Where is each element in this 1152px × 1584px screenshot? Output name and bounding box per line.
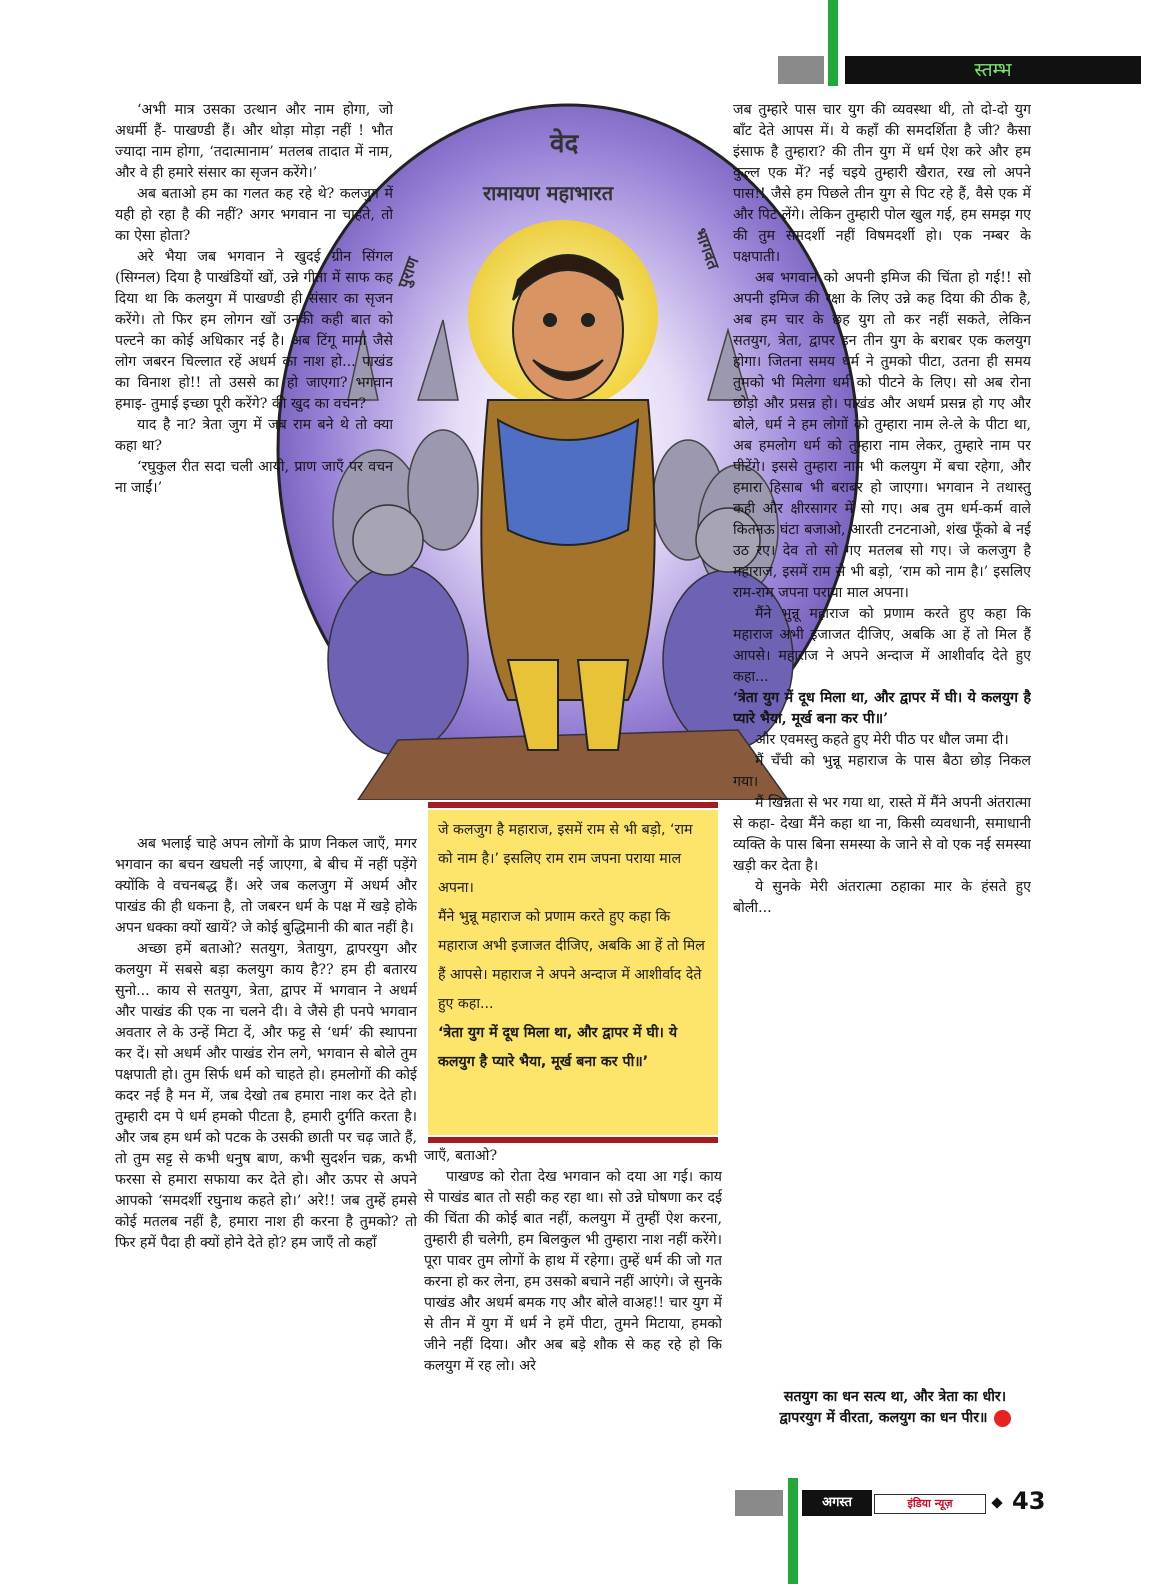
closing-verse <box>745 1387 1045 1437</box>
paragraph: पाखण्ड को रोता देख भगवान को दया आ गई। काय से पाखंड बात तो सही कह रहा था। सो उन्ने घोषणा कर दई की चिंता की कोई बात नहीं, कलयुग में तुम्हीं ऐश करना, तुम्हारी ही चलेगी, हम बिलकुल भी तुम्हारा नाश नहीं करेंगे। पूरा पावर तुम लोगों के हाथ में रहेगा। तुम्हें धर्म की जो गत करना हो कर लेना, हम उसको बचाने नहीं आएंगे। जे सुनके पाखंड और अधर्म बमक गए और बोले वाअह!! चार युग में से तीन में युग में धर्म ने हमें पीटा, तुमने मिटाया, हमको जीने नहीं दिया। और अब बड़े शौक से कह रहे हो कि कलयुग में रह लो। अरे <box>424 1169 722 1374</box>
pull-quote-box <box>428 810 718 1135</box>
paragraph: अब भलाई चाहे अपन लोगों के प्राण निकल जाएँ, मगर भगवान का बचन खघली नई जाएगा, बे बीच में नहीं पड़ेंगे क्योंकि वे वचनबद्ध हैं। अरे जब कलजुग में अधर्म और पाखंड की ही धकना है, तो जबरन धर्म के पक्ष में खड़े होके अपन धक्का क्यों खायें? जे कोई बुद्धिमानी की बात नहीं है। <box>115 836 417 936</box>
paragraph: अरे भैया जब भगवान ने खुदई ग्रीन सिंगल (सिग्नल) दिया है पाखंडियों खों, उन्ने गीता में साफ कह दिया था कि कलयुग में पाखण्डी ही संसार का सृजन करेंगे। तो फिर हम लोगन खों उनकी कही बात को पल्टने का कोई अधिकार नई है। अब टिंगू मामा जैसे लोग जबरन चिल्लात रहें अधर्म का नाश हो... पाखंड का विनाश हो!! तो उससे का हो जाएगा? भगवान हमाइ- तुमाई इच्छा पूरी करेंगे? की खुद का वचन? <box>115 249 393 412</box>
end-marker-icon <box>994 1410 1011 1427</box>
paragraph: जब तुम्हारे पास चार युग की व्यवस्था थी, तो दो-दो युग बाँट देते आपस में। ये कहाँ की समदर्शिता है जी? कैसा इंसाफ है तुम्हारा? की तीन युग में धर्म ऐश करे और हम कुल्ल एक में? नई चइये तुम्हारी खैरात, रख लो अपने पास!! जैसे हम पिछले तीन युग से पिट रहे हैं, वैसे एक में और पिट लेंगे। लेकिन तुम्हारी पोल खुल गई, हम समझ गए की तुम समदर्शी नहीं विषमदर्शी हो। एक नम्बर के पक्षपाती। <box>733 102 1031 265</box>
quote-line: ‘त्रेता युग में दूध मिला था, और द्वापर में घी। ये कलयुग है प्यारे भैया, मूर्ख बना कर पी॥’ <box>438 1025 678 1070</box>
page-number: 43 <box>1012 1487 1046 1515</box>
paragraph: मैं चँची को भुन्नू महाराज के पास बैठा छोड़ निकल गया। <box>733 753 1031 790</box>
section-label: स्तम्भ <box>845 56 1141 84</box>
right-column <box>733 100 1031 1385</box>
arc-left-label: पुराण <box>393 254 423 291</box>
closing-verse-line2: द्वापरयुग में वीरता, कलयुग का धन पीर॥ <box>779 1410 988 1426</box>
middle-column-lower <box>424 1146 722 1486</box>
paragraph: मैं खिन्नता से भर गया था, रास्ते में मैंने अपनी अंतरात्मा से कहा- देखा मैंने कहा था ना, किसी व्यवधानी, समाधानी व्यक्ति के पास बिना समस्या के जाने से वो एक नई समस्या खड़ी कर देता है। <box>733 795 1031 874</box>
paragraph: मैंने भुन्नू महाराज को प्रणाम करते हुए कहा कि महाराज अभी इजाजत दीजिए, अबकि आ हें तो मिल हैं आपसे। महाराज ने अपने अन्दाज में आशीर्वाद देते हुए कहा... <box>733 606 1031 685</box>
bottom-green-bar <box>788 1478 798 1584</box>
paragraph: और एवमस्तु कहते हुए मेरी पीठ पर धौल जमा दी। <box>755 732 1009 748</box>
paragraph: ‘अभी मात्र उसका उत्थान और नाम होगा, जो अधर्मी हैं- पाखण्डी हैं। और थोड़ा मोड़ा नहीं ! भौत ज्यादा नाम होगा, ‘तदात्मानाम’ मतलब तादात में नाम, और वे ही हमारे संसार का सृजन करेंगे।’ <box>115 102 393 181</box>
paragraph: ‘त्रेता युग में दूध मिला था, और द्वापर में घी। ये कलयुग है प्यारे भैया, मूर्ख बना कर पी॥’ <box>733 690 1031 727</box>
left-column-lower <box>115 834 417 1480</box>
footer-bullet <box>991 1497 1002 1508</box>
header-grey-block <box>778 56 824 84</box>
paragraph: जाएँ, बताओ? <box>424 1148 498 1164</box>
quote-line: जे कलजुग है महाराज, इसमें राम से भी बड़ो, ‘राम को नाम है।’ इसलिए राम राम जपना पराया माल अपना। <box>438 822 693 896</box>
arc-mid-label: रामायण महाभारत <box>483 181 614 205</box>
footer-grey-block <box>735 1490 783 1516</box>
paragraph: अच्छा हमें बताओ? सतयुग, त्रेतायुग, द्वापरयुग और कलयुग में सबसे बड़ा कलयुग काय है?? हम ही बतारय सुनो... काय से सतयुग, त्रेता, द्वापर में भगवान ने अधर्म और पाखंड की एक ना चलने दी। वे जैसे ही पनपे भगवान अवतार ले के उन्हें मिटा दें, और फट्ट से ‘धर्म’ की स्थापना कर दें। सो अधर्म और पाखंड रोन लगे, भगवान से बोले तुम पक्षपाती हो। तुम सिर्फ धर्म को चाहते हो। हमलोगों की कोई कदर नई है मन में, जब देखो तब हमारा नाश कर देते हो। तुम्हारी दम पे धर्म हमको पीटता है, हमारी दुर्गति करता है। और जब हम धर्म को पटक के उसकी छाती पर चढ़ जाते हैं, तो तुम सट्ट से कभी धनुष बाण, कभी सुदर्शन चक्र, कभी फरसा से हमारा सफाया कर देते हो। और ऊपर से अपने आपको ‘समदर्शी रघुनाथ कहते हो।’ अरे!! जब तुम्हें हमसे कोई मतलब नहीं है, हमारा नाश ही करना है तुमको? तो फिर हमें पैदा ही क्यों होने देते हो? हम जाएँ तो कहाँ <box>115 941 417 1251</box>
closing-verse-line1: सतयुग का धन सत्य था, और त्रेता का धीर। <box>783 1389 1007 1405</box>
floor <box>358 730 788 800</box>
arc-top-label: वेद <box>550 129 579 159</box>
paragraph: ये सुनके मेरी अंतरात्मा ठहाका मार के हंसते हुए बोली... <box>733 879 1031 916</box>
paragraph: अब भगवान को अपनी इमिज की चिंता हो गई!! सो अपनी इमिज की रक्षा के लिए उन्ने कह दिया की ठीक है, अब हम चार के छह युग तो कर नहीं सकते, लेकिन सतयुग, त्रेता, द्वापर इन तीन युग के बराबर एक कलयुग होगा। जितना समय धर्म ने तुमको पीटा, उतना ही समय तुमको भी मिलेगा धर्म को पीटने के लिए। सो अब रोना छोड़ो और प्रसन्न हो। पाखंड और अधर्म प्रसन्न हो गए और बोले, धर्म ने हम लोगों को तुम्हारा नाम ले-ले के पीटा था, अब हमलोग धर्म को तुम्हारा नाम लेकर, तुम्हारे नाम पर पीटेंगे। इससे तुम्हारा नाम भी कलयुग में बचा रहेगा, और हमारा हिसाब भी बराबर हो जाएगा। भगवान ने तथास्तु कही और क्षीरसागर में सो गए। अब तुम धर्म-कर्म वाले कितनऊ घंटा बजाओ, आरती टनटनाओ, शंख फूँको बे नई उठ रए। देव तो सो गए मतलब सो गए। जे कलजुग है महाराज, इसमें राम से भी बड़ो, ‘राम को नाम है।’ इसलिए राम-राम जपना पराया माल अपना। <box>733 270 1031 601</box>
left-column-upper <box>115 100 393 820</box>
footer-magazine-logo: इंडिया न्यूज़ <box>874 1494 986 1514</box>
quote-line: मैंने भुन्नू महाराज को प्रणाम करते हुए कहा कि महाराज अभी इजाजत दीजिए, अबकि आ हें तो मिल हैं आपसे। महाराज ने अपने अन्दाज में आशीर्वाद देते हुए कहा... <box>438 909 705 1012</box>
top-green-bar <box>828 0 838 86</box>
paragraph: अब बताओ हम का गलत कह रहे थे? कलजुग में यही हो रहा है की नहीं? अगर भगवान ना चाहते, तो का ऐसा होता? <box>115 186 393 244</box>
footer-month: अगस्त 2017 <box>802 1490 872 1516</box>
arc-right-label: भागवत <box>690 225 724 272</box>
paragraph: याद है ना? त्रेता जुग में जब राम बने थे तो क्या कहा था? <box>115 417 393 454</box>
paragraph: ‘रघुकुल रीत सदा चली आयी, प्राण जाएँ पर वचन ना जाईं।’ <box>115 459 393 496</box>
